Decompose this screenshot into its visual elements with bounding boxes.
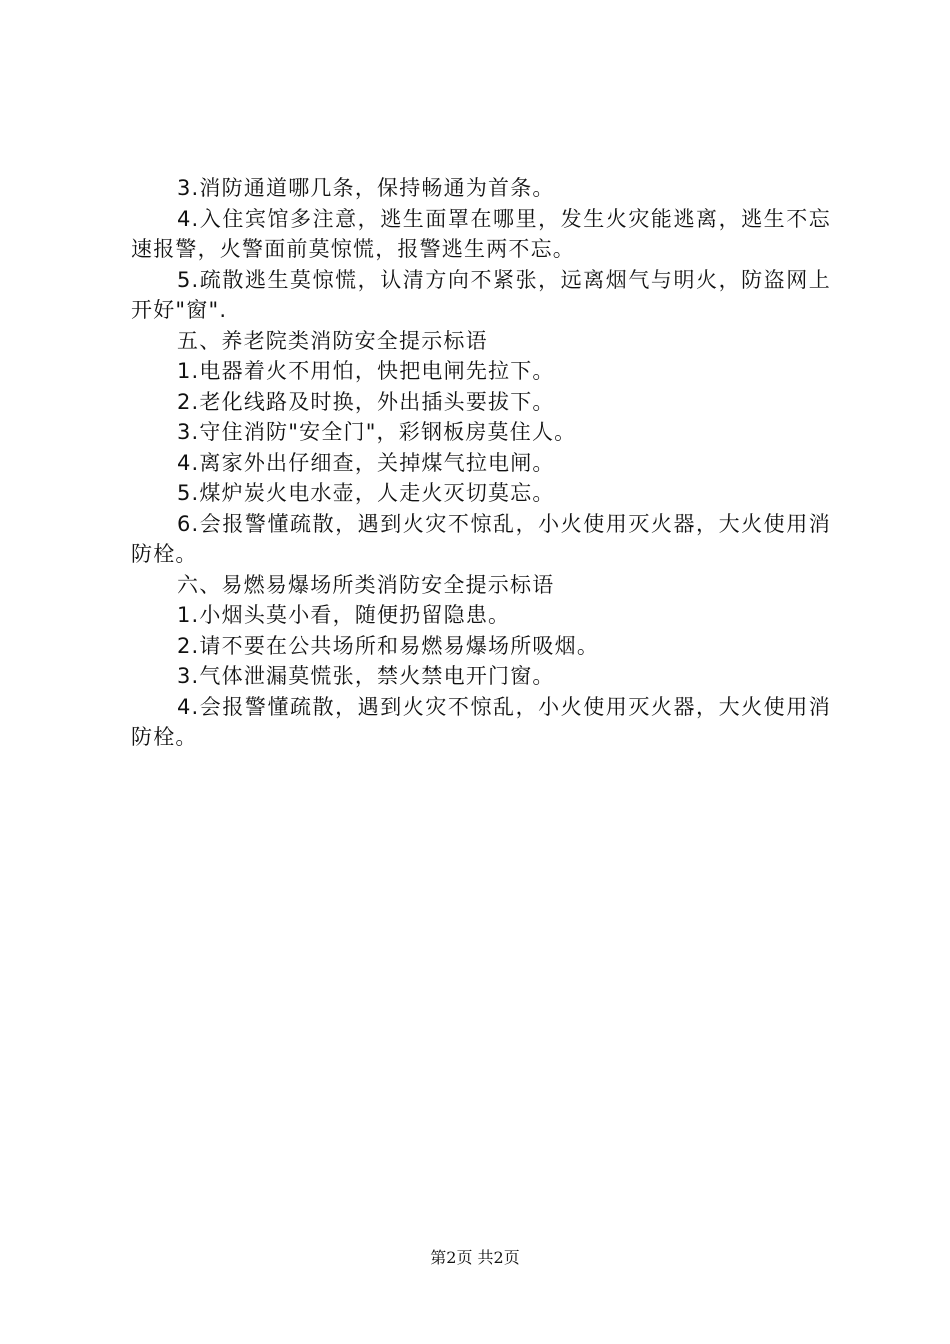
section-heading: 五、养老院类消防安全提示标语 bbox=[177, 328, 488, 353]
document-body bbox=[131, 173, 831, 753]
slogan-item: 2.老化线路及时换，外出插头要拔下。 bbox=[177, 389, 555, 414]
slogan-item: 3.消防通道哪几条，保持畅通为首条。 bbox=[177, 176, 555, 200]
slogan-item: 2.请不要在公共场所和易燃易爆场所吸烟。 bbox=[177, 633, 600, 658]
slogan-item: 4.离家外出仔细查，关掉煤气拉电闸。 bbox=[177, 450, 555, 475]
slogan-item: 4.入住宾馆多注意，逃生面罩在哪里，发生火灾能逃离，逃生不忘速报警，火警面前莫惊慌，报警逃生两不忘。 bbox=[131, 206, 831, 261]
slogan-item: 4.会报警懂疏散，遇到火灾不惊乱，小火使用灭火器，大火使用消防栓。 bbox=[131, 694, 831, 749]
slogan-item: 3.气体泄漏莫慌张，禁火禁电开门窗。 bbox=[177, 664, 555, 688]
slogan-item: 5.疏散逃生莫惊慌，认清方向不紧张，远离烟气与明火，防盗网上开好"窗". bbox=[131, 267, 831, 322]
slogan-item: 3.守住消防"安全门"，彩钢板房莫住人。 bbox=[177, 420, 577, 444]
slogan-item: 5.煤炉炭火电水壶，人走火灭切莫忘。 bbox=[177, 481, 555, 505]
slogan-item: 1.电器着火不用怕，快把电闸先拉下。 bbox=[177, 359, 555, 383]
slogan-item: 6.会报警懂疏散，遇到火灾不惊乱，小火使用灭火器，大火使用消防栓。 bbox=[131, 511, 831, 566]
page-footer: 第2页 共2页 bbox=[430, 1248, 520, 1267]
section-heading: 六、易燃易爆场所类消防安全提示标语 bbox=[177, 572, 555, 597]
slogan-item: 1.小烟头莫小看，随便扔留隐患。 bbox=[177, 603, 511, 627]
